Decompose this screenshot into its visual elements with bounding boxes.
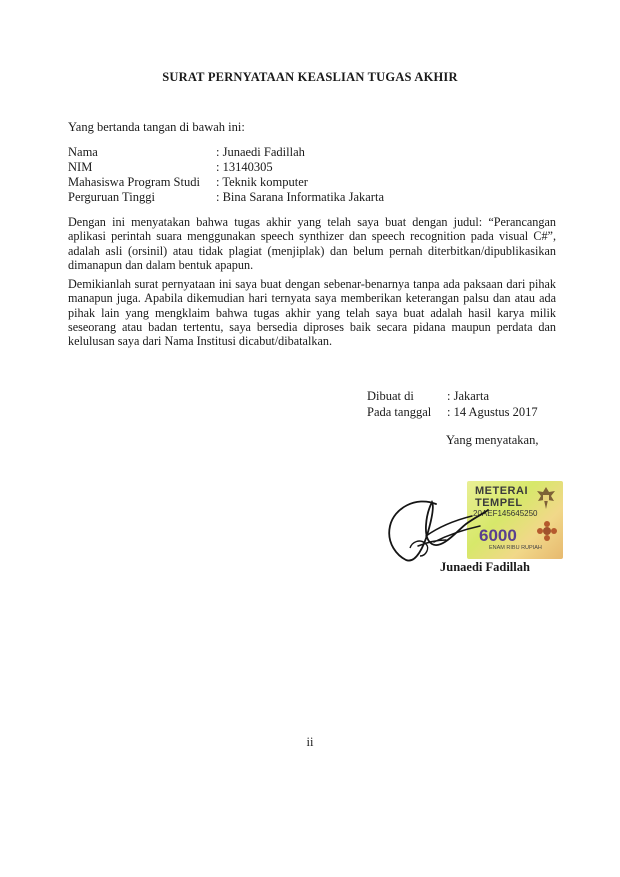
date-value: : 14 Agustus 2017 xyxy=(447,405,538,419)
stamp-serial: 20AEF145645250 xyxy=(473,509,538,518)
identity-row-name xyxy=(68,145,384,160)
identity-label: Nama xyxy=(68,145,98,159)
identity-value: : 13140305 xyxy=(216,160,273,174)
date-label: Pada tanggal xyxy=(367,405,432,419)
identity-value: : Teknik komputer xyxy=(216,175,308,189)
identity-row-program xyxy=(68,175,384,190)
identity-table xyxy=(68,145,384,205)
document-title: SURAT PERNYATAAN KEASLIAN TUGAS AKHIR xyxy=(162,70,458,84)
page-number: ii xyxy=(306,735,314,749)
statement-paragraph: Dengan ini menyatakan bahwa tugas akhir yang telah saya buat dengan judul: “Perancangan aplikasi perintah suara menggunakan speech synthizer dan speech recognition pada visual C#”, adalah asli (orsinil) atau tidak plagiat (menjiplak) dan belum pernah diterbitkan/dipublikasikan dimanapun dan dalam bentuk apapun. xyxy=(68,215,556,272)
stamp-line2: TEMPEL xyxy=(475,497,523,509)
stamp-amount: 6000 xyxy=(479,526,517,545)
identity-value: : Bina Sarana Informatika Jakarta xyxy=(216,190,384,204)
stamp-line1: METERAI xyxy=(475,485,528,497)
stamp-flower-icon xyxy=(537,521,557,541)
identity-label: NIM xyxy=(68,160,93,174)
identity-row-nim xyxy=(68,160,384,175)
closing-text: Yang menyatakan, xyxy=(446,433,539,447)
intro-text: Yang bertanda tangan di bawah ini: xyxy=(68,120,245,134)
identity-label: Mahasiswa Program Studi xyxy=(68,175,200,189)
place-row xyxy=(367,388,538,404)
place-date-block xyxy=(367,388,538,420)
identity-value: : Junaedi Fadillah xyxy=(216,145,305,159)
place-value: : Jakarta xyxy=(447,389,489,403)
place-label: Dibuat di xyxy=(367,389,414,403)
date-row xyxy=(367,404,538,420)
signer-name: Junaedi Fadillah xyxy=(440,560,530,574)
handwritten-signature xyxy=(376,486,496,566)
identity-row-university xyxy=(68,190,384,205)
declaration-paragraph: Demikianlah surat pernyataan ini saya buat dengan sebenar-benarnya tanpa ada paksaan dari pihak manapun juga. Apabila dikemudian hari ternyata saya memberikan keterangan palsu dan atau ada pihak lain yang mengklaim bahwa tugas akhir yang telah saya buat adalah hasil karya milik seseorang atau badan tertentu, saya bersedia diproses baik secara pidana maupun perdata dan kelulusan saya dari Nama Institusi dicabut/dibatalkan. xyxy=(68,277,556,349)
stamp-currency: ENAM RIBU RUPIAH xyxy=(489,545,542,551)
identity-label: Perguruan Tinggi xyxy=(68,190,155,204)
garuda-emblem-icon xyxy=(535,485,557,511)
